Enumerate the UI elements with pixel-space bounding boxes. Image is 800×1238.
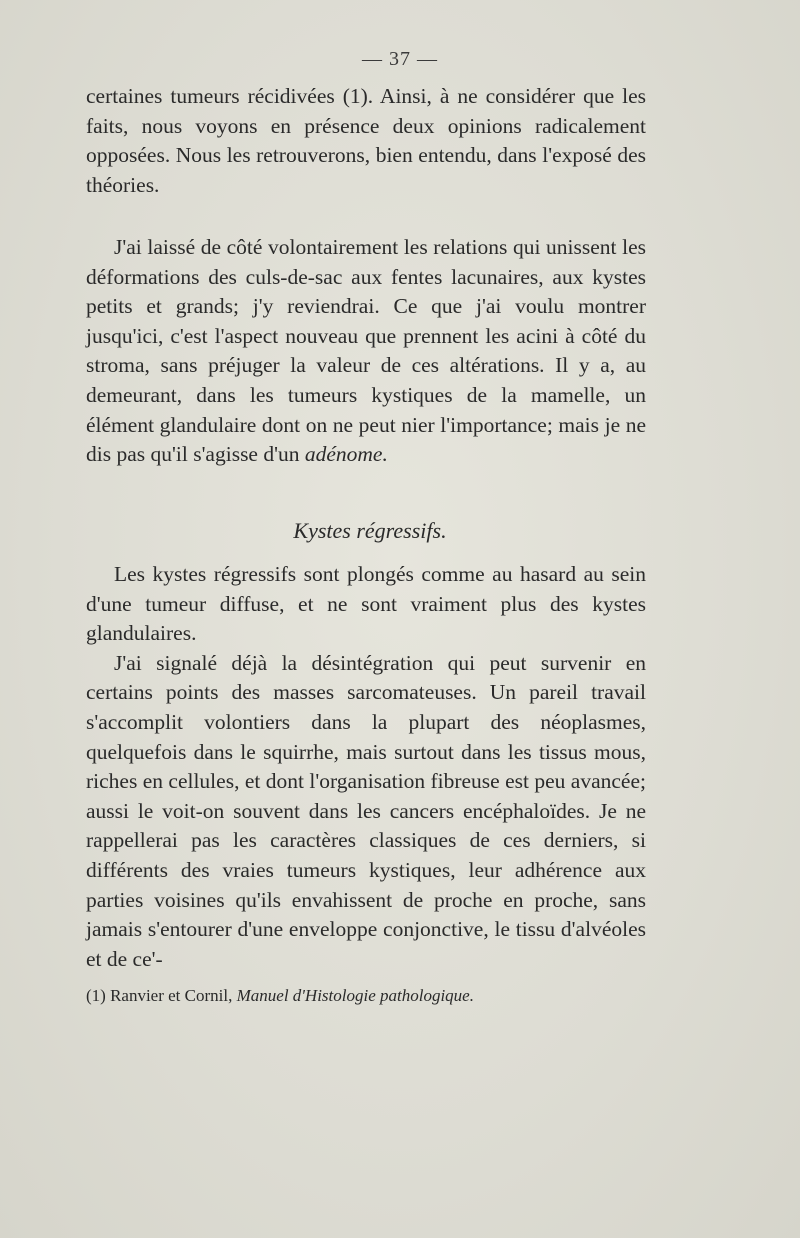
page-number: — 37 — <box>362 48 438 70</box>
footnote-title: Manuel d'Histologie pathologique. <box>236 986 474 1005</box>
paragraph-2-italic: adénome. <box>304 442 388 467</box>
section-heading: Kystes régressifs. <box>293 518 447 543</box>
footnote-marker: (1) Ranvier et Cornil, <box>86 986 233 1005</box>
paragraph-2-text: J'ai laissé de côté volontairement les relations qui unissent les déformations des culs-de-sac aux fentes lacunaires, aux kystes petits et grands; j'y reviendrai. Ce que j'ai voulu montrer jusqu'ici, c'est l'aspect nouveau que prennent les acini à côté du stroma, sans préjuger la valeur de ces altérations. Il y a, au demeurant, dans les tumeurs kystiques de la mamelle, un élément glandulaire dont on ne peut nier l'importance; mais je ne dis pas qu'il s'agisse d'un <box>86 235 646 467</box>
section-body <box>86 560 646 974</box>
paragraph-1: certaines tumeurs récidivées (1). Ainsi, à ne considérer que les faits, nous voyons en présence deux opinions radicalement opposées. Nous les retrouverons, bien entendu, dans l'exposé des théories. <box>86 84 646 197</box>
paragraph-2 <box>86 233 646 470</box>
paragraph-4: J'ai signalé déjà la désintégration qui peut survenir en certains points des masses sarcomateuses. Un pareil travail s'accomplit volontiers dans la plupart des néoplasmes, quelquefois dans le squirrhe, mais surtout dans les tissus mous, riches en cellules, et dont l'organisation fibreuse est peu avancée; aussi le voit-on souvent dans les cancers encéphaloïdes. Je ne rappellerai pas les caractères classiques de ces derniers, si différents des vraies tumeurs kystiques, leur adhérence aux parties voisines qu'ils envahissent de proche en proche, sans jamais s'entourer d'une enveloppe conjonctive, le tissu d'alvéoles et de ce'- <box>86 650 646 971</box>
paragraph-3: Les kystes régressifs sont plongés comme au hasard au sein d'une tumeur diffuse, et ne sont vraiment plus des kystes glandulaires. <box>86 562 646 646</box>
paragraph-2-block <box>86 233 646 470</box>
paragraph-1-block <box>86 82 646 200</box>
footnote <box>86 985 646 1007</box>
